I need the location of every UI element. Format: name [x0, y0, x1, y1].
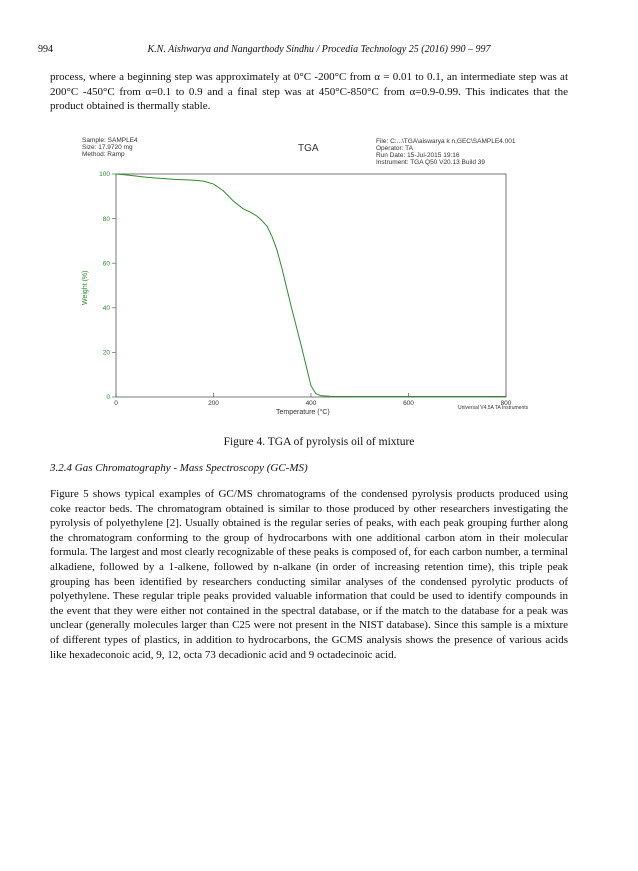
journal-header: K.N. Aishwarya and Nangarthody Sindhu / Procedia Technology 25 (2016) 990 – 997 [147, 44, 491, 55]
plot-frame [116, 174, 506, 397]
method-line: Method: Ramp [82, 151, 125, 158]
operator-line: Operator: TA [376, 145, 413, 152]
y-tick-label: 80 [102, 215, 110, 223]
figure-caption: Figure 4. TGA of pyrolysis oil of mixture [223, 436, 415, 448]
y-tick-label: 40 [102, 305, 110, 312]
y-tick-label: 60 [102, 260, 110, 268]
file-line: File: C:...\TGA\aiswarya k n,GEC\SAMPLE4.001 [376, 138, 516, 145]
tga-figure [72, 133, 562, 423]
sample-line: Sample: SAMPLE4 [82, 137, 138, 144]
x-tick-label: 400 [305, 400, 317, 407]
y-axis-label: Weight (%) [82, 270, 89, 305]
page-number: 994 [38, 44, 53, 55]
x-tick-label: 600 [403, 400, 414, 407]
section-heading: 3.2.4 Gas Chromatography - Mass Spectroscopy (GC-MS) [50, 462, 308, 474]
weight-curve [116, 174, 506, 397]
chart-title: TGA [298, 143, 319, 154]
y-tick-label: 0 [106, 394, 110, 402]
y-axis-ticks [99, 171, 116, 401]
footer-note: Universal V4.5A TA Instruments [458, 405, 529, 411]
x-tick-label: 0 [114, 400, 118, 407]
x-axis-ticks [114, 393, 512, 407]
run-date-line: Run Date: 15-Jul-2015 19:16 [376, 152, 460, 159]
instrument-line: Instrument: TGA Q50 V20.13 Build 39 [376, 159, 485, 166]
size-line: Size: 17.9720 mg [82, 144, 133, 151]
y-tick-label: 100 [99, 171, 110, 179]
intro-paragraph: process, where a beginning step was approximately at 0°C -200°C from α = 0.01 to 0.1, an intermediate step was at 200°C -450°C from α=0.1 to 0.9 and a final step was at 450°C-850°C from α=0.9-0.99. This indicates that the product obtained is thermally stable. [50, 71, 568, 113]
x-tick-label: 800 [500, 400, 512, 407]
y-tick-label: 20 [102, 349, 110, 357]
x-tick-label: 200 [208, 400, 219, 407]
x-axis-label: Temperature (°C) [276, 409, 330, 416]
section-paragraph: Figure 5 shows typical examples of GC/MS chromatograms of the condensed pyrolysis products produced using coke reactor beds. The chromatogram obtained is similar to those produced by other researchers investigating the pyrolysis of polyethylene [2]. Usually obtained is the regular series of peaks, with each peak grouping further along the chromatogram conforming to the group of hydrocarbons with one additional carbon atom in their molecular formula. The largest and most clearly recognizable of these peaks is composed of, for each carbon number, a terminal alkadiene, followed by a 1-alkene, followed by n-alkane (in order of increasing retention time), this triple peak grouping has been identified by researchers conducting similar analyses of the condensed pyrolytic products of polyethylene. These regular triple peaks provided valuable information that could be used to identify compounds in the event that they were either not contained in the spectral database, or if the match to the database for a peak was unclear (generally molecules larger than C25 were not present in the NIST database). Since this sample is a mixture of different types of plastics, in addition to hydrocarbons, the GCMS analysis shows the presence of various acids like hexadeconoic acid, 9, 12, octa 73 decadionic acid and 9 octadecinoic acid. [50, 488, 568, 661]
